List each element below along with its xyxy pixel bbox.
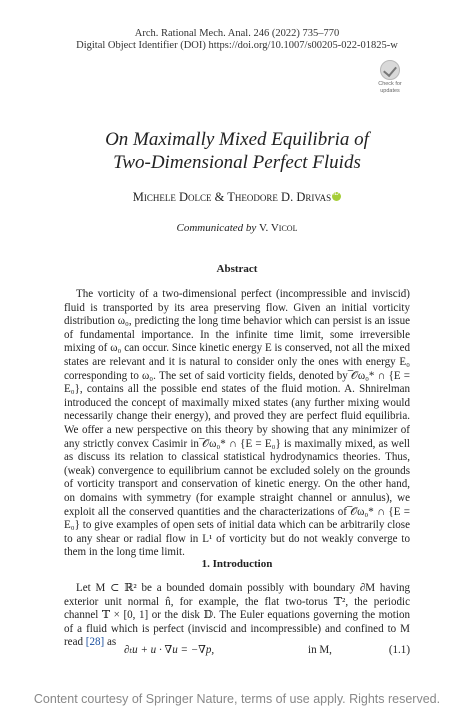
introduction-paragraph bbox=[64, 582, 410, 650]
section-heading-introduction: 1. Introduction bbox=[201, 558, 273, 570]
intro-text: Let M ⊂ ℝ² be a bounded domain possibly with boundary ∂M having exterior unit normal n̂, for example, the flat two-torus 𝕋², the periodic channel 𝕋 × [0, 1] or the disk 𝔻. The Euler equations governing the motion of a fluid which is perfect (inviscid and incompressible) and confined to M read bbox=[64, 582, 410, 649]
abstract-text: The vorticity of a two-dimensional perfect (incompressible and inviscid) fluid is transported by its area preserving flow. Given an initial vorticity distribution ω₀, predicting the long time behavior which can persist is an issue of fundamental importance. In the infinite time limit, some irreversible mixing of ω₀ can occur. Since kinetic energy E is conserved, not all the mixed states are relevant and it is natural to consider only the ones with energy E₀ corresponding to ω₀. The set of said vorticity fields, denoted by ̅𝒪ω₀* ∩ {E = E₀}, contains all the possible end states of the fluid motion. A. Shnirelman introduced the concept of maximally mixed states (any further mixing would necessarily change their energy), and proved they are perfect fluid equilibria. We offer a new perspective on this theory by showing that any minimizer of any strictly convex Casimir in ̅𝒪ω₀* ∩ {E = E₀} is maximally mixed, as well as discuss its relation to classical statistical hydrodynamics theories. Thus, (weak) convergence to equilibrium cannot be excluded solely on the grounds of vorticity transport and conservation of kinetic energy. On the other hand, on domains with symmetry (for example straight channel or annulus), we exploit all the conserved quantities and the characterizations of ̅𝒪ω₀* ∩ {E = E₀} to give examples of open sets of initial data which can be arbitrarily close to any shear or radial flow in L¹ of vorticity but do not weakly converge to them in the long time limit. bbox=[64, 288, 410, 559]
footer-notice: Content courtesy of Springer Nature, terms of use apply. Rights reserved. bbox=[33, 692, 441, 706]
paper-title-line1: On Maximally Mixed Equilibria of bbox=[105, 129, 369, 150]
badge-line2: updates bbox=[380, 88, 400, 94]
authors bbox=[0, 190, 474, 205]
abstract-heading: Abstract bbox=[216, 263, 258, 275]
equation-domain: in M, bbox=[308, 644, 332, 656]
intro-text-end: as bbox=[104, 636, 117, 649]
check-for-updates-icon bbox=[380, 60, 400, 80]
communicated-by bbox=[0, 222, 474, 234]
citation-link[interactable]: [28] bbox=[85, 636, 105, 649]
doi-line[interactable]: Digital Object Identifier (DOI) https://doi.org/10.1007/s00205-022-01825-w bbox=[76, 40, 398, 51]
equation-1-1 bbox=[64, 643, 410, 657]
journal-reference: Arch. Rational Mech. Anal. 246 (2022) 735–770 bbox=[134, 28, 340, 39]
paper-title-line2: Two-Dimensional Perfect Fluids bbox=[113, 152, 361, 173]
abstract-body bbox=[64, 288, 410, 560]
badge-line1: Check for bbox=[378, 81, 402, 87]
orcid-icon[interactable] bbox=[332, 192, 341, 201]
author-names: Michele Dolce & Theodore D. Drivas bbox=[132, 190, 332, 204]
equation-number: (1.1) bbox=[388, 644, 410, 656]
communicated-prefix: Communicated by bbox=[176, 222, 257, 234]
check-for-updates-badge[interactable] bbox=[372, 60, 408, 96]
equation-lhs: ∂ₜu + u · ∇u = −∇p, bbox=[124, 644, 215, 656]
communicated-name: V. Vicol bbox=[259, 222, 298, 234]
